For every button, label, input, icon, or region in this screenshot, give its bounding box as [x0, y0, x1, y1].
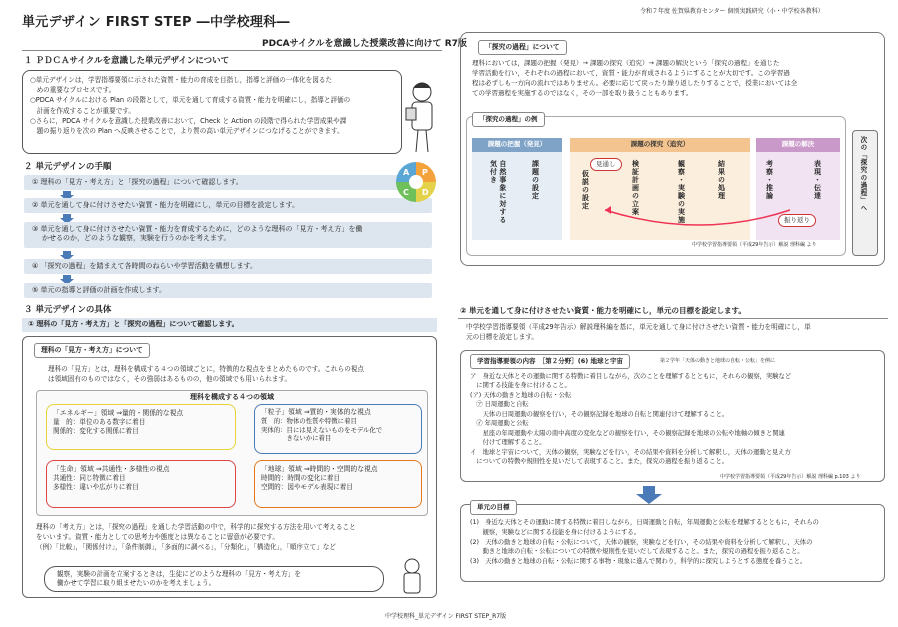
domain-line: 時間的：時間の変化に着目 — [261, 474, 341, 483]
domain-particle — [254, 404, 422, 454]
section2-heading: ２ 単元デザインの手順 — [24, 162, 112, 172]
bubble-line: 働かせて学習に取り組ませたいのかを考えましょう。 — [57, 578, 216, 587]
domain-title: 「地球」領域 ⇒時間的・空間的な視点 — [261, 465, 378, 473]
intro-line: は領域固有のものではなく，その強弱はあるものの，他の領域でも用いられます。 — [48, 375, 292, 384]
step-3 — [24, 222, 432, 248]
s1-line: めの重要なプロセスです。 — [30, 86, 116, 95]
section1-text — [30, 75, 400, 136]
s1-line: ○単元デザインは，学習指導要領に示された資質・能力の育成を目指し，指導と評価の一体化を図るた — [30, 76, 333, 84]
flow-step: 結果の処理 — [717, 160, 726, 200]
flow-step: 表現・伝達 — [813, 160, 822, 200]
flow-step: 観察・実験の実施 — [677, 160, 686, 224]
content-text — [470, 372, 882, 466]
domain-line: 質 的：物体の性質や特徴に着目 — [261, 417, 357, 426]
mikata-title: 理科の「見方・考え方」について — [34, 343, 150, 358]
domain-title: 「生命」領域 ⇒共通性・多様性の視点 — [53, 465, 170, 473]
content-line: に関する技能を身に付けること。 — [470, 382, 571, 390]
domains-frame-title: 理科を構成する４つの領域 — [190, 393, 274, 401]
domain-title: 「粒子」領域 ⇒質的・実体的な視点 — [261, 408, 371, 416]
mikata-intro — [48, 364, 433, 384]
inquiry-text — [472, 58, 878, 98]
flow-step: 課題の設定 — [531, 160, 540, 200]
rb-intro — [466, 322, 886, 342]
issuer: 令和７年度 佐賀県教育センター 個別実践研究（小・中学校各教科） — [640, 8, 824, 15]
subtitle: PDCAサイクルを意識した授業改善に向けて R7版 — [262, 39, 467, 49]
goal-line: (1) 身近な天体とその運動に関する特徴に着目しながら，日周運動と自転，年周運動と公転を理解するとともに，それらの — [470, 519, 819, 526]
s1-line: ○さらに，PDCA サイクルを意識した授業改善において，Check と Action の段階で得られた学習成果や課 — [30, 116, 347, 125]
content-source: 中学校学習指導要領（平成29年告示）解説 理科編 p.103 より — [720, 474, 861, 480]
advice-bubble — [44, 566, 384, 592]
inquiry-line: 学習活動を行い，それぞれの過程において，資質・能力が育成されるようにすることが大切です。この学習過 — [472, 69, 790, 78]
inquiry-source: 中学校学習指導要領（平成29年告示）解説 理科編 より — [692, 242, 817, 248]
content-line: イ 地球と宇宙について，天体の観察，実験などを行い，その結果や資料を分析して解釈し，天体の運動と見え方 — [470, 448, 791, 456]
rb-heading: ② 単元を通して身に付けさせたい資質・能力を明確にし，単元の目標を設定します。 — [460, 306, 746, 315]
domain-line: 実体的：目には見えないものをモデル化で — [261, 425, 383, 434]
phase-2: 課題の探究（追究） — [570, 138, 750, 152]
step-3-line: かせるのか，どのような観察，実験を行うのかを考えます。 — [42, 234, 231, 243]
domain-earth — [254, 460, 422, 508]
domain-line: 共通性：同じ特徴に着目 — [53, 474, 126, 483]
page-title: 単元デザイン FIRST STEP ―中学校理科― — [22, 15, 290, 30]
step-2: ② 単元を通して身に付けさせたい資質・能力を明確にし，単元の目標を設定します。 — [24, 198, 432, 213]
domain-life — [46, 460, 236, 508]
kangaekata-line: 理科の「考え方」とは，「探究の過程」を通した学習活動の中で，科学的に探究する方法を用いて考えること — [36, 523, 356, 531]
divider — [458, 318, 888, 319]
flow-step: 検証計画の立案 — [631, 160, 640, 216]
domain-title: 「エネルギー」領域 ⇒量的・関係的な視点 — [53, 409, 184, 417]
pdca-d: D — [422, 188, 429, 197]
example-label: 「探究の過程」の例 — [472, 112, 545, 127]
content-note: 第２学年「天体の動きと地球の自転・公転」を例に — [660, 358, 776, 364]
rb-intro-line: 元の目標を設定します。 — [466, 333, 539, 342]
s1-line: 計画を作成することが重要です。 — [30, 106, 135, 115]
section3-subheading: ① 理科の「見方・考え方」と「探究の過程」について確認します。 — [22, 318, 437, 332]
kangaekata-line: （例）「比較」，「関係付け」，「条件制御」，「多面的に調べる」，「分類化」，「構造化」，「順序立て」など — [36, 543, 336, 552]
step-3-line: ③ 単元を通して身に付けさせたい資質・能力を育成するために，どのような理科の「見方・考え方」を働 — [32, 225, 363, 233]
content-line: ㋑ 年周運動と公転 — [470, 420, 529, 428]
section3-heading: ３ 単元デザインの具体 — [24, 305, 112, 315]
content-line: (ア) 天体の動きと地球の自転・公転 — [470, 391, 572, 399]
flow-step: 仮説の設定 — [581, 170, 590, 210]
flow-step: 自然事象に対する気付き — [489, 160, 507, 224]
content-line: についての特徴や規則性を見いだして表現すること。また，探究の過程を振り返ること。 — [470, 457, 729, 465]
goal-line: (3) 天体の動きと地球の自転・公転に関する事物・現象に進んで関わり，科学的に探究しようとする態度を養うこと。 — [470, 558, 807, 565]
mitooshi-label: 見通し — [590, 158, 622, 171]
pdca-a: A — [403, 168, 410, 177]
loop-arrow-icon — [600, 170, 800, 230]
next-label: 次の「探究の過程」へ — [858, 136, 867, 212]
arrow-down-icon — [636, 486, 662, 504]
teacher-illustration-icon — [392, 556, 432, 596]
content-line: 星座の年周運動や太陽の南中高度の変化などの観察を行い，その観察記録を地球の公転や地軸の傾きと関連 — [470, 429, 785, 437]
goal-title: 単元の目標 — [470, 500, 517, 515]
step-1: ① 理科の「見方・考え方」と「探究の過程」について確認します。 — [24, 175, 432, 190]
kangaekata-text — [36, 522, 431, 553]
s1-line: 題の振り返りを次の Plan へ反映させることで，より質の高い単元デザインにつなげることができます。 — [30, 127, 344, 136]
goal-line: 観察，実験などに関する技能を身に付けるようにする。 — [470, 528, 641, 536]
domain-line: 空間的：図やモデル表現に着目 — [261, 483, 353, 492]
phase-1: 課題の把握（発見） — [472, 138, 562, 152]
goal-line: 動きと地球の自転・公転についての特徴や規則性を見いだして表現すること。また，探究の過程を振り返ること。 — [470, 548, 804, 556]
rb-intro-line: 中学校学習指導要領（平成29年告示）解説理科編を基に，単元を通して身に付けさせたい資質・能力を明確にし，単 — [466, 323, 811, 331]
inquiry-line: 程は必ずしも一方向の流れではありません。必要に応じて戻ったり繰り返したりすることで，授業においては全 — [472, 79, 798, 88]
s1-line: ○PDCA サイクルにおける Plan の段階として，単元を通して育成する資質・能力を明確にし，指導と評価の — [30, 96, 351, 105]
content-line: ㋐ 日周運動と自転 — [470, 401, 529, 409]
domain-line: きないかに着目 — [261, 434, 332, 443]
domain-line: 多様性：違いや広がりに着目 — [53, 483, 139, 492]
domain-line: 関係的：変化する関係に着目 — [53, 427, 139, 436]
phase-1-bg — [472, 152, 562, 240]
goal-line: (2) 天体の動きと地球の自転・公転について，天体の観察，実験などを行い，その結果や資料を分析して解釈し，天体の — [470, 538, 813, 546]
kangaekata-line: をいいます。資質・能力としての思考力や態度とは異なることに留意が必要です。 — [36, 533, 279, 542]
domain-energy — [46, 404, 236, 450]
intro-line: 理科の「見方」とは，理科を構成する４つの領域ごとに，特徴的な視点をまとめたものです。これらの視点 — [48, 365, 364, 373]
step-4: ④ 「探究の過程」を踏まえて各時間のねらいや学習活動を構想します。 — [24, 259, 432, 274]
content-line: 天体の日周運動の観察を行い，その観察記録を地球の自転と関連付けて理解すること。 — [470, 410, 729, 418]
footer: 中学校理科_単元デザイン FIRST STEP_R7版 — [385, 613, 507, 620]
section1-heading: １ ＰＤＣＡサイクルを意識した単元デザインについて — [24, 56, 230, 66]
step-5: ⑤ 単元の指導と評価の計画を作成します。 — [24, 283, 432, 298]
content-line: 付けて理解すること。 — [470, 439, 546, 447]
phase-3: 課題の解決 — [756, 138, 840, 152]
content-title: 学習指導要領の内容 ［第２分野］(6) 地球と宇宙 — [470, 354, 630, 369]
domain-line: 量 的：単位のある数字に着目 — [53, 418, 146, 427]
inquiry-title: 「探究の過程」について — [478, 40, 567, 55]
inquiry-line: ての学習過程を実施するのではなく，その一部を取り扱うこともあります。 — [472, 89, 693, 98]
teacher-illustration-icon — [398, 78, 444, 156]
pdca-cycle-icon — [394, 160, 438, 204]
divider — [22, 50, 442, 51]
inquiry-line: 理科においては，課題の把握（発見）→ 課題の探究（追究）→ 課題の解決という「探究の過程」を通じた — [472, 59, 780, 67]
furikaeri-label: 振り返り — [778, 214, 816, 227]
goal-text — [470, 518, 882, 567]
pdca-c: C — [403, 188, 409, 197]
content-line: ア 身近な天体とその運動に関する特徴に着目しながら，次のことを理解するとともに，それらの観察，実験など — [470, 373, 792, 380]
flow-step: 考察・推論 — [765, 160, 774, 200]
pdca-p: P — [422, 168, 428, 177]
bubble-line: 観察，実験の計画を立案するときは，生徒にどのような理科の「見方・考え方」を — [57, 570, 301, 578]
